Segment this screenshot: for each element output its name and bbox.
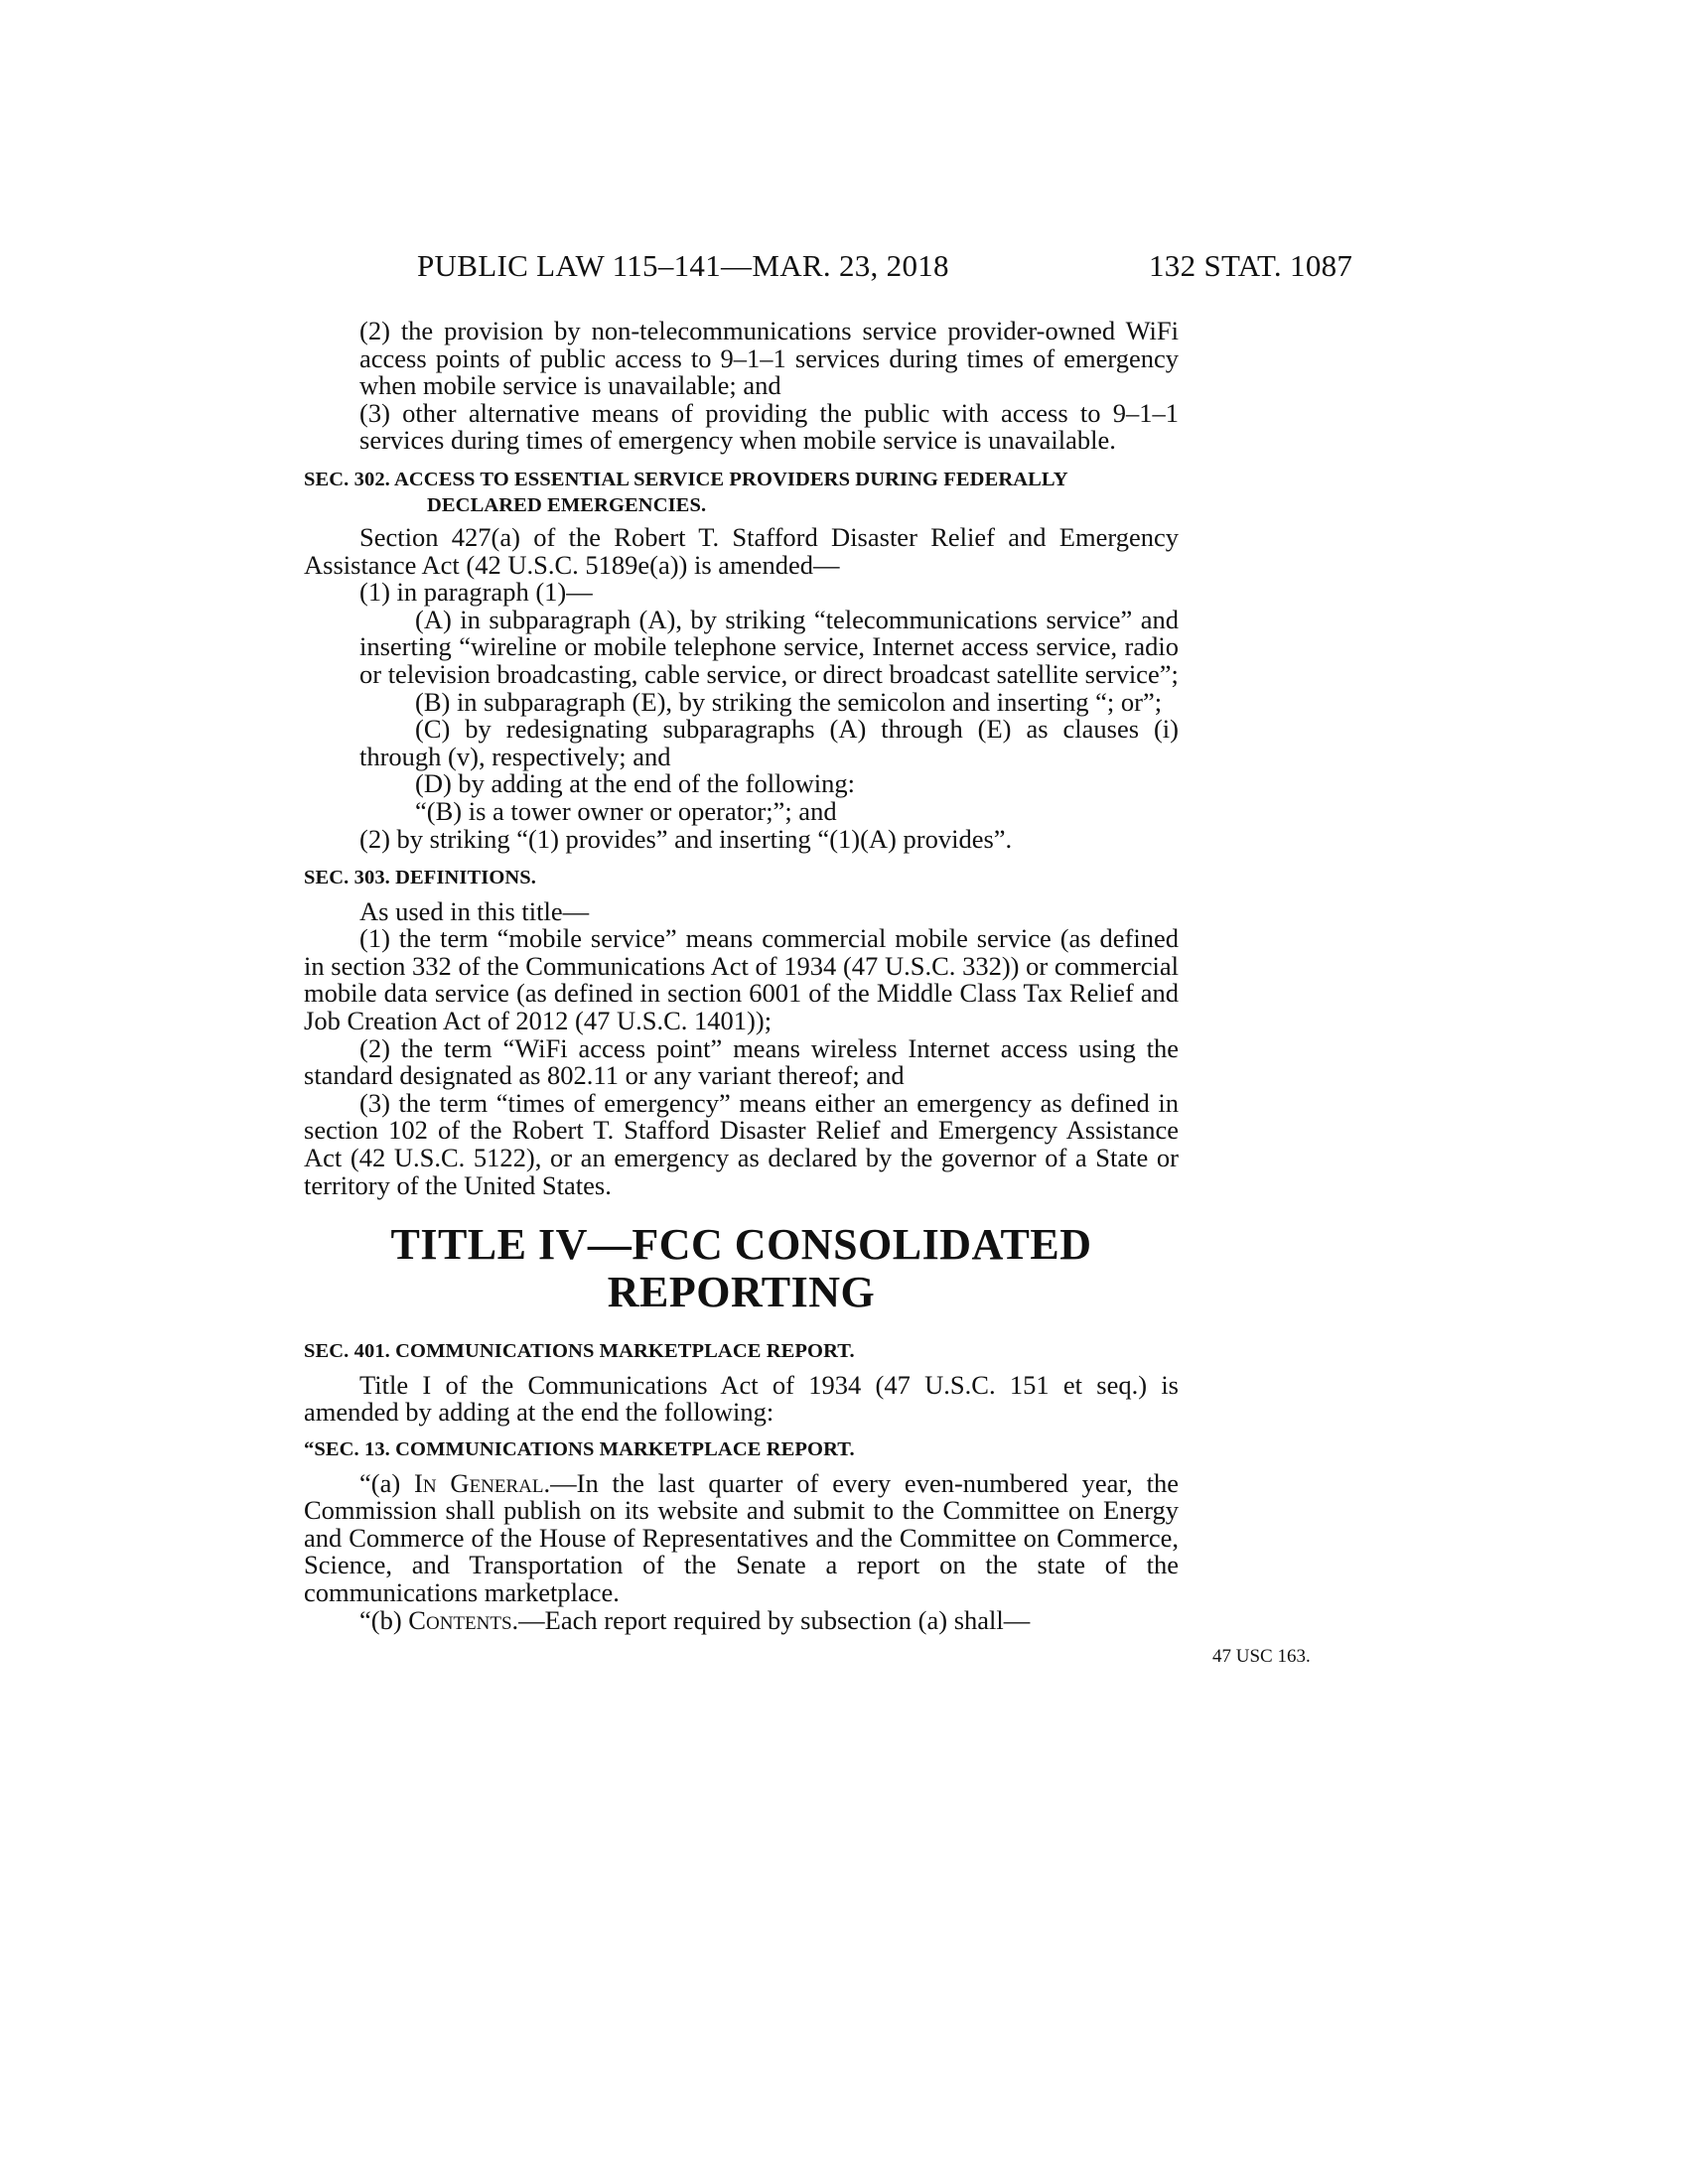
paragraph: (2) the term “WiFi access point” means wireless Internet access using the standard designated as 802.11 or any variant thereof; and [304, 1032, 1179, 1091]
paragraph [304, 1467, 1179, 1607]
section-heading: “SEC. 13. COMMUNICATIONS MARKETPLACE REPORT. [304, 1438, 855, 1460]
paragraph: (B) in subparagraph (E), by striking the semicolon and inserting “; or”; [415, 686, 1163, 717]
paragraph: (A) in subparagraph (A), by striking “telecommunications service” and inserting “wireline or mobile telephone service, Internet access service, radio or television broadcasting, cable service, or direct broadcast satellite service”; [359, 604, 1179, 689]
paragraph-text: (3) other alternative means of providing the public with access to 9–1–1 services during times of emergency when mobile service is unavailable. [359, 397, 1179, 456]
paragraph: Section 427(a) of the Robert T. Stafford Disaster Relief and Emergency Assistance Act (42 U.S.C. 5189e(a)) is amended— [304, 521, 1179, 580]
subsection-heading: In General [414, 1467, 544, 1498]
subsection-heading: Contents [408, 1604, 512, 1635]
title-line: REPORTING [607, 1268, 876, 1317]
paragraph-text: .—In the last quarter of every even-numbered year, the Commission shall publish on its website and submit to the Committee on Energy and Commerce of the House of Representatives and the Committee on Commerce, Science, and Transportation of the Senate a report on the state of the communications marketplace. [304, 1467, 1179, 1607]
paragraph: (3) the term “times of emergency” means either an emergency as defined in section 102 of the Robert T. Stafford Disaster Relief and Emergency Assistance Act (42 U.S.C. 5122), or an emergency as declared by the governor of a State or territory of the United States. [304, 1087, 1179, 1200]
paragraph-lead: “(b) [359, 1604, 409, 1635]
paragraph: Title I of the Communications Act of 1934 (47 U.S.C. 151 et seq.) is amended by adding at the end the following: [304, 1369, 1179, 1428]
margin-citation: 47 USC 163. [1212, 1646, 1311, 1667]
title-line: TITLE IV—FCC CONSOLIDATED [390, 1220, 1092, 1270]
paragraph [304, 1604, 1179, 1635]
paragraph [304, 318, 1179, 400]
paragraph-lead: “(a) [359, 1467, 415, 1498]
running-header: PUBLIC LAW 115–141—MAR. 23, 2018 [417, 248, 949, 283]
page-number: 132 STAT. 1087 [1149, 248, 1353, 283]
title-heading [304, 1221, 1179, 1316]
paragraph-text: .—Each report required by subsection (a) shall— [511, 1604, 1031, 1635]
paragraph: (1) in paragraph (1)— [359, 577, 593, 608]
paragraph-text: (2) the provision by non-telecommunications service provider-owned WiFi access points of public access to 9–1–1 services during times of emergency when mobile service is unavailable; and [359, 316, 1179, 401]
paragraph: (2) by striking “(1) provides” and inserting “(1)(A) provides”. [359, 823, 1013, 854]
section-heading: SEC. 401. COMMUNICATIONS MARKETPLACE REPORT. [304, 1340, 855, 1363]
paragraph: As used in this title— [359, 895, 590, 926]
paragraph [304, 397, 1179, 456]
section-heading: SEC. 302. ACCESS TO ESSENTIAL SERVICE PROVIDERS DURING FEDERALLY DECLARED EMERGENCIES. [304, 468, 1067, 516]
paragraph: (C) by redesignating subparagraphs (A) through (E) as clauses (i) through (v), respectively; and [359, 714, 1179, 771]
paragraph: “(B) is a tower owner or operator;”; and [415, 795, 837, 826]
section-heading: SEC. 303. DEFINITIONS. [304, 867, 537, 889]
document-body [304, 318, 1179, 1634]
paragraph: (D) by adding at the end of the following: [415, 768, 856, 799]
paragraph: (1) the term “mobile service” means commercial mobile service (as defined in section 332 of the Communications Act of 1934 (47 U.S.C. 332)) or commercial mobile data service (as defined in section 6001 of the Middle Class Tax Relief and Job Creation Act of 2012 (47 U.S.C. 1401)); [304, 923, 1179, 1036]
